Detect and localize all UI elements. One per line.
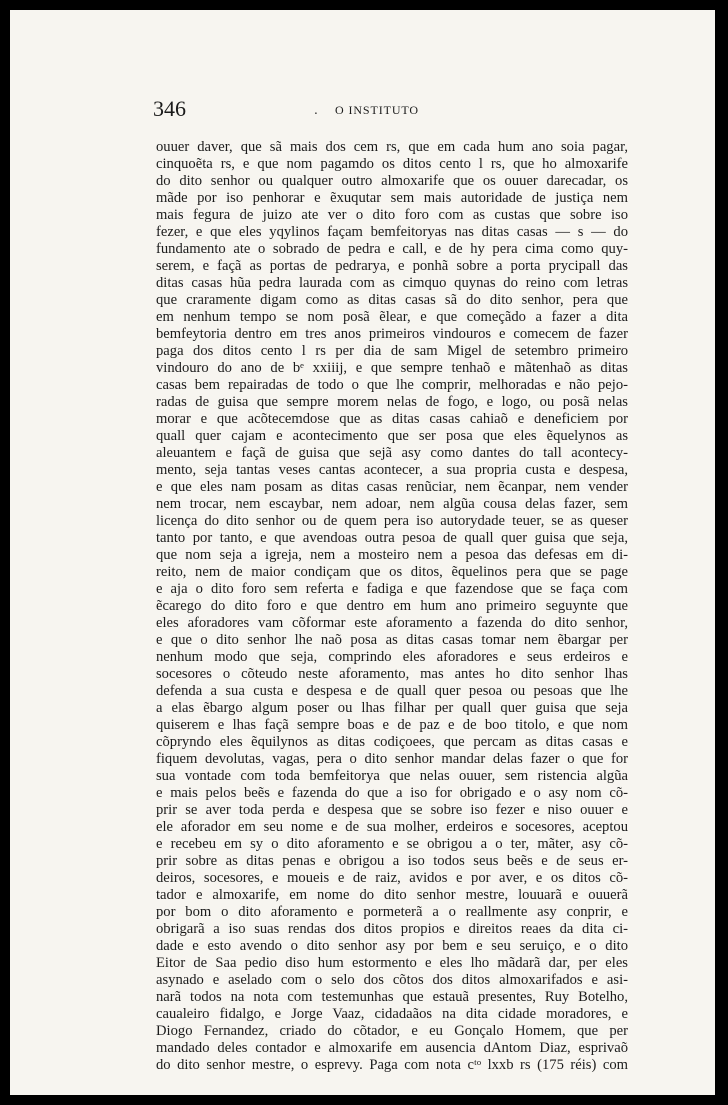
text-line: a elas ẽbargo algum poser ou lhas filhar per quall quer guisa que seja (156, 700, 628, 716)
text-line: radas de guisa que sempre morem nelas de fogo, e logo, ou posã nelas (156, 394, 628, 410)
text-line: Eitor de Saa pedio diso hum estormento e eles lho mãdarã dar, per eles (156, 955, 628, 971)
text-line: quiserem e lhas façã sempre boas e de paz e de boo titolo, e que nom (156, 717, 628, 733)
text-line: quall quer cajam e acontecimento que ser posa que eles ẽquelynos as (156, 428, 628, 444)
text-line: caualeiro fidalgo, e Jorge Vaaz, cidadaãos na dita cidade moradores, e (156, 1006, 628, 1022)
text-line: vindouro do ano de bᵉ xxiiij, e que sempre tenhaõ e mãtenhaõ as ditas (156, 360, 628, 376)
text-line: narã todos na nota com testemunhas que estauã presentes, Ruy Botelho, (156, 989, 628, 1005)
text-line: prir se aver toda perda e despesa que se sobre iso fezer e niso ouuer e (156, 802, 628, 818)
text-line: e que o dito senhor lhe naõ posa as ditas casas tomar nem ẽbargar per (156, 632, 628, 648)
text-line: defenda a sua custa e despesa e de quall quer pesoa ou pesoas que lhe (156, 683, 628, 699)
text-line: nem trocar, nem escaybar, nem adoar, nem algũa cousa delas fazer, sem (156, 496, 628, 512)
text-line: cõpryndo eles ẽquilynos as ditas codiçoees, que percam as ditas casas e (156, 734, 628, 750)
text-line: prir sobre as ditas penas e obrigou a iso todos seus beẽs e de seus er- (156, 853, 628, 869)
text-line: aleuantem e façã de guisa que sejã asy como dantes do tall acontecy- (156, 445, 628, 461)
text-line: ẽcarego do dito foro e que dentro em hum ano primeiro seguynte que (156, 598, 628, 614)
text-line: e que eles nam posam as ditas casas renũciar, nem ẽcanpar, nem vender (156, 479, 628, 495)
text-line: sua vontade com toda bemfeitorya que nelas ouuer, sem ristencia algũa (156, 768, 628, 784)
text-line: do dito senhor mestre, o esprevy. Paga com nota cᵗᵒ lxxb rs (175 réis) com (156, 1057, 628, 1073)
document-page (10, 10, 715, 1095)
text-line: mais fegura de juizo ate ver o dito foro com as custas que sobre iso (156, 207, 628, 223)
text-line: ditas casas hũa pedra laurada com as cimquo quynas do reino com letras (156, 275, 628, 291)
text-line: licença do dito senhor ou de quem pera iso autorydade teuer, se as queser (156, 513, 628, 529)
text-line: obrigarã a iso suas rendas dos ditos propios e direitos reaes da dita ci- (156, 921, 628, 937)
text-line: fiquem devolutas, vagas, pera o dito senhor mandar delas fazer o que for (156, 751, 628, 767)
text-line: e mais pelos beẽs e fazenda do que a iso for obrigado e o asy nom cõ- (156, 785, 628, 801)
text-line: bemfeytoria dentro em tres anos primeiros vindouros e comecem de fazer (156, 326, 628, 342)
text-line: reito, nem de maior condiçam que os ditos, ẽquelinos pera que se page (156, 564, 628, 580)
text-line: e aja o dito foro sem referta e fadiga e que fazendose que se faça com (156, 581, 628, 597)
page-number: 346 (153, 96, 186, 121)
text-line: deiros, socesores, e moueis e de raiz, avidos e por aver, e os ditos cõ- (156, 870, 628, 886)
text-line: que craramente digam como as ditas casas sã do dito senhor, pera que (156, 292, 628, 308)
text-line: socesores o cõteudo neste aforamento, mas antes ho dito senhor lhas (156, 666, 628, 682)
text-line: tanto por tanto, e que avendoas outra pesoa de quall quer guisa que seja, (156, 530, 628, 546)
text-line: serem, e façã as portas de pedrarya, e ponhã sobre a porta prycipall das (156, 258, 628, 274)
text-line: mandado deles contador e almoxarife em ausencia dAntom Diaz, esprivaõ (156, 1040, 628, 1056)
text-line: asynado e aselado com o selo dos cõtos dos ditos almoxarifados e asi- (156, 972, 628, 988)
text-line: casas bem repairadas de todo o que lhe comprir, melhoradas e não pejo- (156, 377, 628, 393)
text-line: mãde por iso penhorar e ẽxuqutar sem mais autoridade de justiça nem (156, 190, 628, 206)
page-header (153, 96, 628, 126)
running-title: O INSTITUTO (335, 103, 420, 117)
body-text (156, 139, 628, 1074)
text-line: paga dos ditos cento l rs per dia de sam Migel de setembro primeiro (156, 343, 628, 359)
text-line: fezer, e que eles yqylinos façam bemfeitoryas nas ditas casas — s — do (156, 224, 628, 240)
text-line: nenhum modo que seja, comprindo eles aforadores e seus erdeiros e (156, 649, 628, 665)
text-line: Diogo Fernandez, criado do cõtador, e eu Gonçalo Homem, que per (156, 1023, 628, 1039)
header-separator: . (314, 103, 318, 117)
text-line: por bom o dito aforamento e pormeterã a o reallmente asy conprir, e (156, 904, 628, 920)
text-line: que nom seja a igreja, nem a mosteiro nem a pesoa das defesas em di- (156, 547, 628, 563)
text-line: do dito senhor ou qualquer outro almoxarife que os ouuer darecadar, os (156, 173, 628, 189)
text-line: morar e que acõtecemdose que as ditas casas cahiaõ e deneficiem por (156, 411, 628, 427)
text-line: em nenhum tempo se nom posã ẽlear, e que começãdo a fazer a dita (156, 309, 628, 325)
text-line: dade e esto avendo o dito senhor asy por bem e seu seruiço, e o dito (156, 938, 628, 954)
text-line: cinquoẽta rs, e que nom pagamdo os ditos cento l rs, que ho almoxarife (156, 156, 628, 172)
text-line: ouuer daver, que sã mais dos cem rs, que em cada hum ano soia pagar, (156, 139, 628, 155)
text-line: mento, seja tantas veses cantas acontecer, a sua propria custa e despesa, (156, 462, 628, 478)
text-line: fundamento ate o sobrado de pedra e call, e de hy pera cima como quy- (156, 241, 628, 257)
text-line: eles aforadores vam cõformar este aforamento a fazenda do dito senhor, (156, 615, 628, 631)
text-line: e recebeu em sy o dito aforamento e se obrigou a o ter, mãter, asy cõ- (156, 836, 628, 852)
text-line: ele aforador em seu nome e de sua molher, erdeiros e socesores, aceptou (156, 819, 628, 835)
text-line: tador e almoxarife, em nome do dito senhor mestre, louuarã e ouuerã (156, 887, 628, 903)
